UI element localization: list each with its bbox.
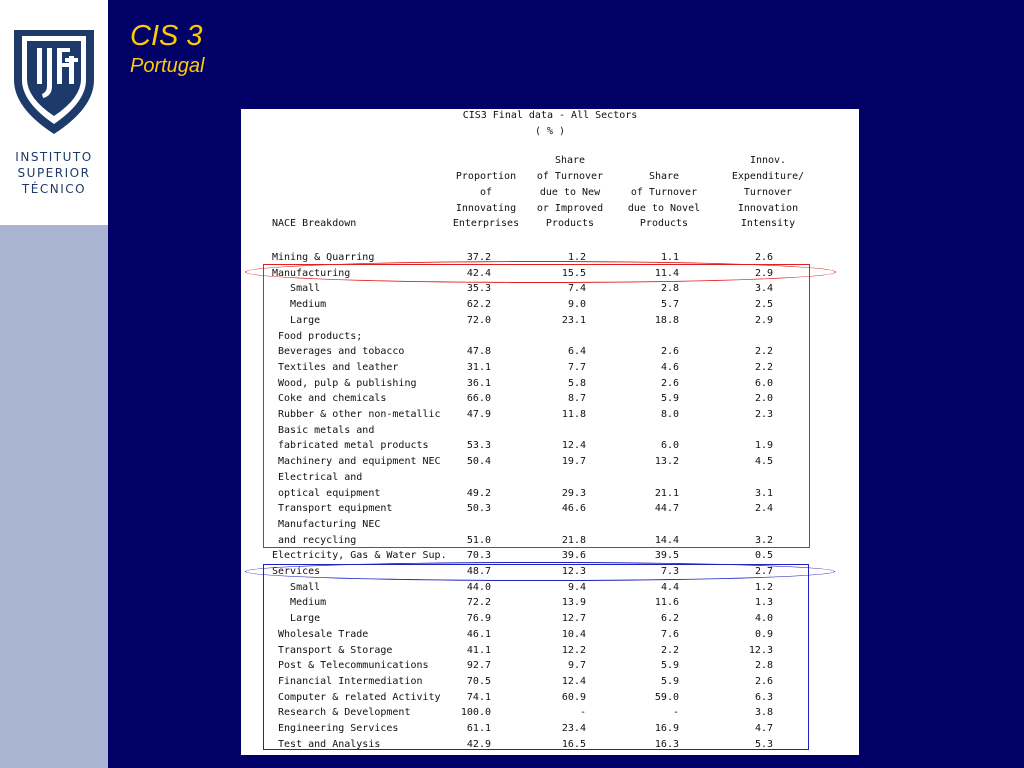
row-value: 2.5 (754, 299, 773, 311)
table-row (241, 250, 859, 266)
row-value: 2.2 (754, 361, 773, 373)
row-label: Small (272, 283, 321, 295)
row-value: 2.2 (660, 644, 679, 656)
row-value: 16.5 (561, 738, 586, 750)
row-label: Basic metals and (272, 424, 375, 436)
row-value: - (672, 707, 679, 719)
table-row (241, 643, 859, 659)
row-value: 21.8 (561, 534, 586, 546)
row-value: 21.1 (654, 487, 679, 499)
header-proportion-line: Innovating (455, 203, 517, 214)
row-label: Electrical and (272, 471, 363, 483)
row-label: Research & Development (272, 707, 411, 719)
row-value: 31.1 (466, 361, 491, 373)
row-value: 6.3 (754, 691, 773, 703)
row-value: 15.5 (561, 267, 586, 279)
row-label: optical equipment (272, 487, 381, 499)
row-label: Medium (272, 597, 327, 609)
row-value: - (579, 707, 586, 719)
header-intensity-line: Turnover (743, 187, 793, 198)
row-value: 23.1 (561, 314, 586, 326)
header-intensity-line: Innovation (737, 203, 799, 214)
row-label: Coke and chemicals (272, 393, 387, 405)
row-label: Post & Telecommunications (272, 660, 429, 672)
row-value: 5.9 (660, 675, 679, 687)
row-value: 2.9 (754, 267, 773, 279)
row-value: 76.9 (466, 613, 491, 625)
row-value: 41.1 (466, 644, 491, 656)
header-share-novel-line: Products (639, 218, 689, 229)
row-value: 2.9 (754, 314, 773, 326)
row-value: 14.4 (654, 534, 679, 546)
row-value: 7.6 (660, 628, 679, 640)
row-value: 12.3 (748, 644, 773, 656)
row-label: and recycling (272, 534, 357, 546)
table-row (241, 313, 859, 329)
table-row (241, 690, 859, 706)
row-value: 51.0 (466, 534, 491, 546)
slide-subtitle: Portugal (130, 55, 205, 77)
row-value: 5.8 (567, 377, 586, 389)
row-value: 47.9 (466, 409, 491, 420)
row-value: 10.4 (561, 628, 586, 640)
row-value: 61.1 (466, 723, 491, 734)
row-value: 4.7 (754, 723, 773, 734)
table-row (241, 737, 859, 753)
header-proportion-line: Enterprises (452, 218, 520, 229)
table-row (241, 595, 859, 611)
header-intensity-line: Expenditure/ (731, 171, 805, 182)
table-row (241, 266, 859, 282)
row-value: 5.9 (660, 393, 679, 405)
row-label: Test and Analysis (272, 738, 381, 750)
row-value: 48.7 (466, 566, 491, 577)
logo (0, 0, 108, 225)
row-value: 0.9 (754, 628, 773, 640)
row-value: 74.1 (466, 691, 491, 703)
row-value: 1.2 (567, 252, 586, 263)
table-row (241, 501, 859, 517)
row-value: 5.3 (754, 738, 773, 750)
row-value: 59.0 (654, 691, 679, 703)
table-row (241, 627, 859, 643)
header-share-new-line: Share (554, 155, 586, 166)
row-value: 44.0 (466, 581, 491, 593)
row-value: 2.3 (754, 409, 773, 420)
row-value: 13.2 (654, 456, 679, 468)
row-value: 12.3 (561, 566, 586, 577)
row-value: 11.4 (654, 267, 679, 279)
row-label: Electricity, Gas & Water Sup. (272, 550, 447, 562)
row-value: 72.2 (466, 597, 491, 609)
table-row (241, 533, 859, 549)
row-value: 16.3 (654, 738, 679, 750)
row-value: 18.8 (654, 314, 679, 326)
slide-title: CIS 3 (130, 20, 203, 52)
row-label: Computer & related Activity (272, 691, 441, 703)
row-value: 11.6 (654, 597, 679, 609)
row-value: 39.5 (654, 550, 679, 562)
table-row (241, 344, 859, 360)
table-row (241, 470, 859, 486)
row-value: 47.8 (466, 346, 491, 358)
table-row (241, 705, 859, 721)
row-label: Food products; (272, 330, 363, 342)
row-label: Financial Intermediation (272, 675, 423, 687)
table-row (241, 674, 859, 690)
row-value: 5.7 (660, 299, 679, 311)
shield-logo-icon (13, 28, 95, 136)
row-value: 12.7 (561, 613, 586, 625)
row-label: Large (272, 314, 321, 326)
row-value: 2.7 (754, 566, 773, 577)
row-value: 3.1 (754, 487, 773, 499)
row-value: 0.5 (754, 550, 773, 562)
row-value: 6.0 (660, 440, 679, 452)
table-row (241, 360, 859, 376)
row-value: 13.9 (561, 597, 586, 609)
row-label: Small (272, 581, 321, 593)
header-share-new-line: Products (545, 218, 595, 229)
logo-text-line2: SUPERIOR (17, 166, 91, 180)
table-row (241, 407, 859, 423)
logo-text-line1: INSTITUTO (15, 150, 93, 164)
row-value: 9.0 (567, 299, 586, 311)
row-label: Manufacturing (272, 267, 351, 279)
row-label: Rubber & other non-metallic (272, 409, 441, 420)
row-value: 4.0 (754, 613, 773, 625)
header-share-novel-line: of Turnover (630, 187, 698, 198)
row-value: 36.1 (466, 377, 491, 389)
data-table-document (241, 109, 859, 755)
row-value: 46.1 (466, 628, 491, 640)
row-value: 70.5 (466, 675, 491, 687)
row-label: Beverages and tobacco (272, 346, 405, 358)
table-row (241, 658, 859, 674)
row-value: 12.2 (561, 644, 586, 656)
table-caption: CIS3 Final data - All Sectors (462, 110, 638, 121)
row-value: 3.4 (754, 283, 773, 295)
table-unit: ( % ) (534, 126, 566, 137)
row-value: 4.6 (660, 361, 679, 373)
row-value: 42.9 (466, 738, 491, 750)
header-share-novel-line: Share (648, 171, 680, 182)
row-value: 11.8 (561, 409, 586, 420)
header-share-new-line: of Turnover (536, 171, 604, 182)
row-value: 8.7 (567, 393, 586, 405)
table-row (241, 438, 859, 454)
header-intensity-line: Innov. (749, 155, 787, 166)
row-value: 1.9 (754, 440, 773, 452)
row-value: 16.9 (654, 723, 679, 734)
row-value: 8.0 (660, 409, 679, 420)
row-value: 4.5 (754, 456, 773, 468)
table-row (241, 548, 859, 564)
row-label: fabricated metal products (272, 440, 429, 452)
row-value: 42.4 (466, 267, 491, 279)
table-row (241, 454, 859, 470)
header-intensity-line: Intensity (740, 218, 796, 229)
row-value: 100.0 (460, 707, 491, 719)
header-proportion-line: of (479, 187, 493, 198)
table-row (241, 611, 859, 627)
row-label: Transport equipment (272, 503, 393, 515)
row-label: Medium (272, 299, 327, 311)
header-share-novel-line: due to Novel (627, 203, 701, 214)
row-value: 12.4 (561, 440, 586, 452)
row-value: 9.7 (567, 660, 586, 672)
row-value: 5.9 (660, 660, 679, 672)
table-row (241, 564, 859, 580)
row-value: 72.0 (466, 314, 491, 326)
header-share-new-line: due to New (539, 187, 601, 198)
row-value: 2.6 (754, 252, 773, 263)
row-value: 62.2 (466, 299, 491, 311)
table-row (241, 580, 859, 596)
row-value: 35.3 (466, 283, 491, 295)
row-value: 49.2 (466, 487, 491, 499)
row-value: 3.8 (754, 707, 773, 719)
row-value: 4.4 (660, 581, 679, 593)
row-value: 6.0 (754, 377, 773, 389)
row-value: 2.6 (660, 377, 679, 389)
row-value: 1.2 (754, 581, 773, 593)
row-value: 2.0 (754, 393, 773, 405)
table-row (241, 423, 859, 439)
row-value: 6.4 (567, 346, 586, 358)
row-label: Machinery and equipment NEC (272, 456, 441, 468)
row-value: 12.4 (561, 675, 586, 687)
row-value: 2.8 (754, 660, 773, 672)
row-label: Manufacturing NEC (272, 518, 381, 530)
row-label: Wood, pulp & publishing (272, 377, 417, 389)
row-value: 29.3 (561, 487, 586, 499)
row-value: 46.6 (561, 503, 586, 515)
row-value: 92.7 (466, 660, 491, 672)
row-value: 2.8 (660, 283, 679, 295)
row-value: 7.4 (567, 283, 586, 295)
row-label: Engineering Services (272, 723, 399, 734)
header-nace-breakdown: NACE Breakdown (272, 218, 357, 229)
row-label: Mining & Quarring (272, 252, 375, 263)
table-row (241, 376, 859, 392)
row-value: 60.9 (561, 691, 586, 703)
table-row (241, 297, 859, 313)
row-value: 66.0 (466, 393, 491, 405)
table-row (241, 329, 859, 345)
table-row (241, 517, 859, 533)
row-value: 1.1 (660, 252, 679, 263)
row-label: Wholesale Trade (272, 628, 369, 640)
row-value: 50.3 (466, 503, 491, 515)
row-value: 19.7 (561, 456, 586, 468)
row-value: 44.7 (654, 503, 679, 515)
table-row (241, 391, 859, 407)
row-value: 70.3 (466, 550, 491, 562)
row-value: 1.3 (754, 597, 773, 609)
row-value: 7.3 (660, 566, 679, 577)
row-value: 2.6 (660, 346, 679, 358)
header-share-new-line: or Improved (536, 203, 604, 214)
row-value: 23.4 (561, 723, 586, 734)
row-label: Transport & Storage (272, 644, 393, 656)
table-row (241, 486, 859, 502)
row-value: 7.7 (567, 361, 586, 373)
row-value: 37.2 (466, 252, 491, 263)
row-label: Services (272, 566, 321, 577)
row-label: Textiles and leather (272, 361, 399, 373)
sidebar (0, 0, 108, 768)
logo-text-line3: TÉCNICO (21, 182, 87, 196)
row-value: 50.4 (466, 456, 491, 468)
table-row (241, 721, 859, 737)
row-value: 6.2 (660, 613, 679, 625)
row-value: 9.4 (567, 581, 586, 593)
row-value: 3.2 (754, 534, 773, 546)
row-value: 53.3 (466, 440, 491, 452)
row-value: 2.2 (754, 346, 773, 358)
table-row (241, 281, 859, 297)
row-value: 39.6 (561, 550, 586, 562)
row-value: 2.4 (754, 503, 773, 515)
row-label: Large (272, 613, 321, 625)
row-value: 2.6 (754, 675, 773, 687)
header-proportion-line: Proportion (455, 171, 517, 182)
